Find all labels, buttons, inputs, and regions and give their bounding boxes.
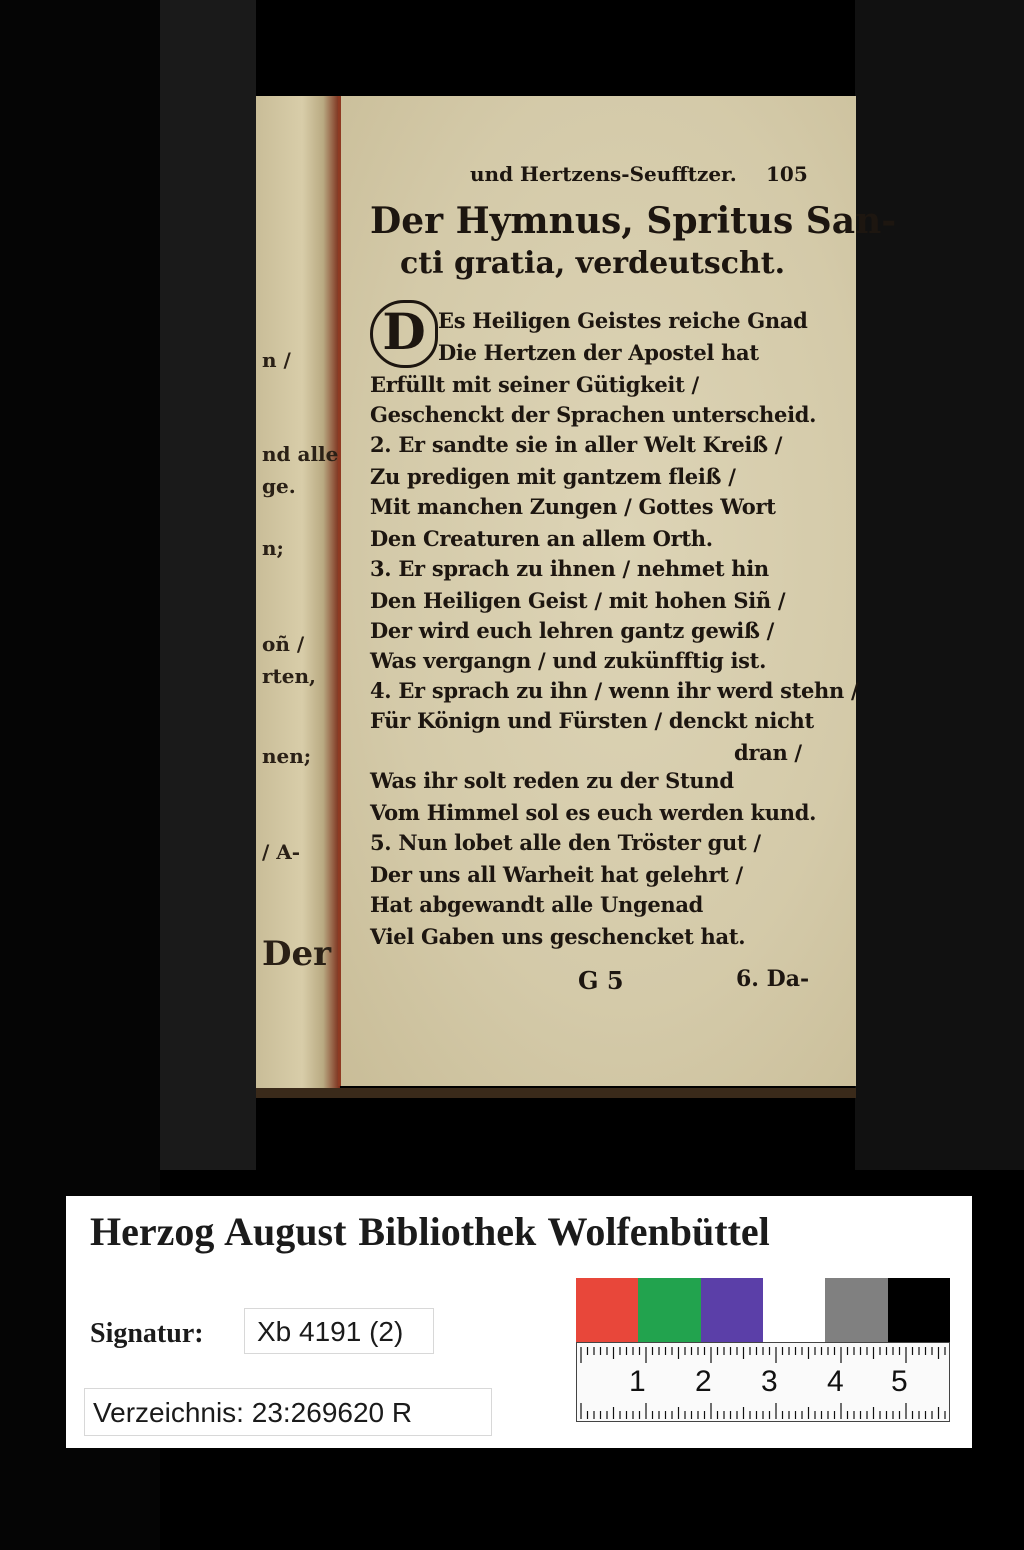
verse-line: 4. Er sprach zu ihn / wenn ihr werd stehn /: [370, 678, 859, 703]
ruler-number: 1: [629, 1365, 646, 1398]
book-bottom-edge: [256, 1088, 856, 1098]
color-swatch: [825, 1278, 887, 1342]
ruler-number: 5: [891, 1365, 908, 1398]
backdrop-right: [855, 0, 1024, 1170]
fragment: Der: [262, 934, 332, 974]
verse-line: Die Hertzen der Apostel hat: [438, 340, 759, 365]
color-calibration-chart: [576, 1278, 950, 1342]
color-swatch: [701, 1278, 763, 1342]
previous-page-fragments: [262, 96, 339, 1092]
verse-line: Viel Gaben uns geschencket hat.: [370, 924, 746, 949]
ruler-number: 4: [827, 1365, 844, 1398]
verzeichnis-value: Verzeichnis: 23:269620 R: [84, 1388, 492, 1436]
color-swatch: [638, 1278, 700, 1342]
fragment: n;: [262, 536, 284, 560]
fragment: / A-: [262, 840, 301, 864]
verse-line: Was ihr solt reden zu der Stund: [370, 768, 734, 793]
drop-cap: D: [370, 300, 438, 368]
library-name: Herzog August Bibliothek Wolfenbüttel: [90, 1209, 770, 1254]
hymn-title-line-1: Der Hymnus, Spritus San-: [370, 200, 897, 242]
fragment: n /: [262, 348, 291, 372]
verse-line: Hat abgewandt alle Ungenad: [370, 892, 704, 917]
verse-line: Geschenckt der Sprachen unterscheid.: [370, 402, 817, 427]
verse-line: dran /: [734, 740, 802, 765]
running-head: und Hertzens-Seufftzer.: [470, 162, 737, 186]
verse-line: Was vergangn / und zukünfftig ist.: [370, 648, 767, 673]
ruler-number: 3: [761, 1365, 778, 1398]
verse-line: Der uns all Warheit hat gelehrt /: [370, 862, 743, 887]
fragment: nd alle: [262, 442, 339, 466]
verse-line: Vom Himmel sol es euch werden kund.: [370, 800, 817, 825]
verse-line: 5. Nun lobet alle den Tröster gut /: [370, 830, 761, 855]
catchword: 6. Da-: [736, 966, 810, 992]
fragment: oñ /: [262, 632, 305, 656]
scale-ruler: [576, 1342, 950, 1422]
verse-line: Der wird euch lehren gantz gewiß /: [370, 618, 774, 643]
verse-line: 2. Er sandte sie in aller Welt Kreiß /: [370, 432, 783, 457]
signatur-label: Signatur:: [90, 1318, 204, 1349]
verse-line: Den Heiligen Geist / mit hohen Siñ /: [370, 588, 786, 613]
fragment: nen;: [262, 744, 312, 768]
color-swatch: [763, 1278, 825, 1342]
verse-line: Den Creaturen an allem Orth.: [370, 526, 713, 551]
verse-line: Mit manchen Zungen / Gottes Wort: [370, 494, 776, 519]
verse-line: Es Heiligen Geistes reiche Gnad: [438, 308, 808, 333]
fragment: ge.: [262, 474, 296, 498]
color-swatch: [576, 1278, 638, 1342]
ruler-number: 2: [695, 1365, 712, 1398]
fragment: rten,: [262, 664, 317, 688]
hymn-title-line-2: cti gratia, verdeutscht.: [400, 246, 786, 281]
verse-line: Erfüllt mit seiner Gütigkeit /: [370, 372, 699, 397]
signature-mark: G 5: [578, 966, 624, 995]
signatur-value: Xb 4191 (2): [244, 1308, 434, 1354]
color-swatch: [888, 1278, 950, 1342]
verse-line: 3. Er sprach zu ihnen / nehmet hin: [370, 556, 769, 581]
verse-line: Für Könign und Fürsten / denckt nicht: [370, 708, 814, 733]
backdrop-inner: [160, 0, 256, 1170]
page-number: 105: [766, 162, 808, 186]
verse-line: Zu predigen mit gantzem fleiß /: [370, 464, 736, 489]
